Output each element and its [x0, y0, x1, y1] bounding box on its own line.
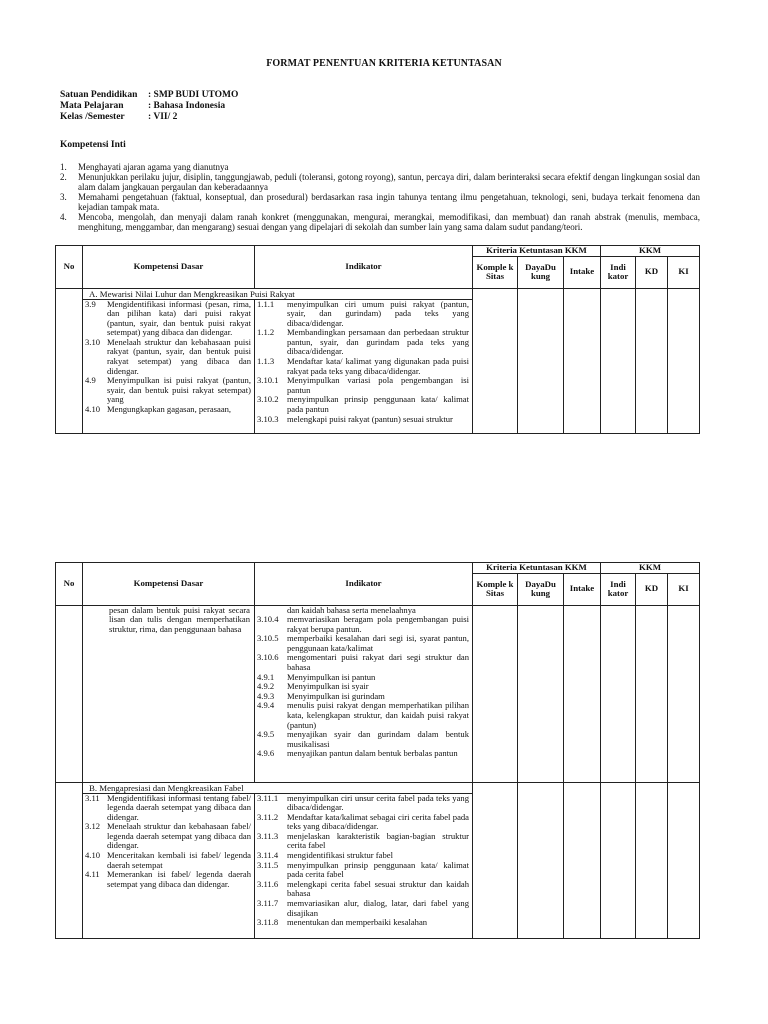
- empty-cell: [564, 605, 601, 782]
- meta-label: Satuan Pendidikan: [60, 90, 138, 100]
- indikator-number: 1.1.3: [257, 356, 275, 367]
- indikator-item: [255, 395, 472, 414]
- ki-text: Menunjukkan perilaku jujur, disiplin, tanggungjawab, peduli (toleransi, gotong royong), santun, percaya diri, dalam berinteraksi secara efektif dengan lingkungan sosial dan alam dalam jangkauan pergaulan dan keberadaannya: [78, 172, 700, 192]
- indikator-item: [255, 653, 472, 672]
- indikator-item: [255, 615, 472, 634]
- indikator-number: 1.1.2: [257, 327, 275, 338]
- meta-value: : Bahasa Indonesia: [148, 101, 226, 111]
- ki-number: 2.: [60, 172, 67, 182]
- ki-list: [60, 162, 700, 232]
- indikator-number: 3.11.3: [257, 830, 279, 841]
- kd-number: 3.10: [85, 336, 101, 347]
- indikator-text: Mendaftar kata/kalimat sebagai ciri cerita fabel pada teks yang dibaca/didengar.: [287, 811, 469, 832]
- kd-number: 4.10: [85, 404, 101, 415]
- indikator-text: melengkapi puisi rakyat (pantun) sesuai struktur: [287, 413, 453, 424]
- kd-text: Menceritakan kembali isi fabel/ legenda daerah setempat: [107, 850, 251, 870]
- ki-item: [60, 162, 700, 172]
- indikator-text: menyimpulkan ciri unsur cerita fabel pada teks yang dibaca/didengar.: [287, 792, 469, 813]
- kd-item: [83, 338, 254, 376]
- indikator-number: 3.11.6: [257, 878, 279, 889]
- ki-item: [60, 192, 700, 212]
- indikator-item: [255, 918, 472, 928]
- indikator-text: menyimpulkan prinsip penggunaan kata/ kalimat pada pantun: [287, 394, 469, 415]
- ki-text: Memahami pengetahuan (faktual, konseptual, dan prosedural) berdasarkan rasa ingin tahunya tentang ilmu pengetahuan, teknologi, seni, budaya terkait fenomena dan kejadian tampak mata.: [78, 192, 700, 212]
- header-indikator: Indikator: [255, 563, 473, 606]
- indikator-text: menulis puisi rakyat dengan memperhatikan pilihan kata, kelengkapan struktur, dan kaidah puisi rakyat (pantun): [287, 700, 469, 730]
- kd-text: Mengidentifikasi informasi (pesan, rima, dan pilihan kata) dari puisi rakyat (pantun, syair, dan bentuk puisi rakyat setempat) yang dibaca dan didengar.: [107, 298, 251, 338]
- indikator-item: [255, 832, 472, 851]
- indikator-cell: [255, 605, 473, 782]
- header-dayadukung: DayaDu kung: [518, 573, 564, 605]
- ki-number: 4.: [60, 212, 67, 222]
- indikator-item: [255, 730, 472, 749]
- indikator-item: [255, 300, 472, 329]
- indikator-number: 3.11.8: [257, 917, 279, 928]
- indikator-text: menyimpulkan ciri umum puisi rakyat (pantun, syair, dan gurindam) pada teks yang dibaca/didengar.: [287, 298, 469, 328]
- section-label: A. Mewarisi Nilai Luhur dan Mengkreasikan Puisi Rakyat: [83, 288, 473, 299]
- empty-cell: [518, 782, 564, 938]
- indikator-text: menentukan dan memperbaiki kesalahan: [287, 917, 428, 928]
- indikator-text: memvariasikan beragam pola pengembangan puisi rakyat berupa pantun.: [287, 614, 469, 634]
- meta-value: : SMP BUDI UTOMO: [148, 90, 239, 100]
- indikator-text: Membandingkan persamaan dan perbedaan struktur pantun, syair, dan gurindam pada teks yang dibaca/didengar.: [287, 327, 469, 357]
- indikator-text: menyajikan syair dan gurindam dalam bentuk musikalisasi: [287, 729, 469, 749]
- kkm-table-1: [55, 245, 700, 434]
- indikator-item: [255, 376, 472, 395]
- header-indikator: Indikator: [255, 246, 473, 289]
- empty-cell: [636, 605, 668, 782]
- kd-continued-text: pesan dalam bentuk puisi rakyat secara lisan dan tulis dengan memperhatikan struktur, rima, dan penggunaan bahasa: [109, 604, 250, 634]
- ki-item: [60, 212, 700, 232]
- indikator-number: 4.9.2: [257, 681, 275, 692]
- kkm-table-2: [55, 562, 700, 939]
- indikator-item: [255, 357, 472, 376]
- indikator-continued-text: dan kaidah bahasa serta menelaahnya: [287, 604, 416, 615]
- indikator-number: 4.9.4: [257, 700, 275, 711]
- kd-number: 4.10: [85, 850, 101, 861]
- kd-text: Mengungkapkan gagasan, perasaan,: [107, 404, 232, 415]
- indikator-number: 3.10.5: [257, 633, 279, 644]
- no-cell: [56, 605, 83, 782]
- header-no: No: [56, 563, 83, 606]
- empty-cell: [668, 605, 700, 782]
- no-cell: [56, 288, 83, 433]
- meta-value: : VII/ 2: [148, 112, 178, 122]
- indikator-text: mengomentari puisi rakyat dari segi struktur dan bahasa: [287, 652, 469, 673]
- empty-cell: [518, 605, 564, 782]
- indikator-number: 3.11.1: [257, 792, 279, 803]
- meta-row-satuan: [60, 90, 238, 101]
- kd-item: [83, 794, 254, 823]
- table-header-row: [56, 563, 700, 574]
- header-kkm: KKM: [601, 246, 700, 257]
- header-intake: Intake: [564, 573, 601, 605]
- indikator-number: 3.11.2: [257, 811, 279, 822]
- header-ki-short: KI: [668, 256, 700, 288]
- empty-cell: [601, 288, 636, 433]
- header-intake: Intake: [564, 256, 601, 288]
- kd-number: 4.11: [85, 869, 100, 880]
- indikator-text: Menyimpulkan variasi pola pengembangan isi pantun: [287, 375, 469, 395]
- indikator-number: 3.10.2: [257, 394, 279, 405]
- indikator-text: memvariasikan alur, dialog, latar, dari fabel yang disajikan: [287, 898, 469, 918]
- empty-cell: [473, 288, 518, 433]
- indikator-item: [255, 880, 472, 899]
- indikator-item: [255, 899, 472, 918]
- header-dayadukung: DayaDu kung: [518, 256, 564, 288]
- indikator-number: 3.11.7: [257, 898, 279, 909]
- indikator-cell: [255, 793, 473, 938]
- empty-cell: [518, 288, 564, 433]
- kd-item: [83, 851, 254, 870]
- indikator-text: melengkapi cerita fabel sesuai struktur dan kaidah bahasa: [287, 878, 469, 899]
- kd-number: 4.9: [85, 375, 96, 386]
- header-kd-short: KD: [636, 573, 668, 605]
- indikator-number: 3.10.4: [257, 614, 279, 625]
- kd-item: [83, 376, 254, 405]
- indikator-text: menyimpulkan prinsip penggunaan kata/ kalimat pada cerita fabel: [287, 859, 469, 880]
- kd-cell: [83, 605, 255, 782]
- empty-cell: [636, 782, 668, 938]
- indikator-item: [255, 749, 472, 759]
- indikator-text: menyajikan pantun dalam bentuk berbalas pantun: [287, 748, 458, 759]
- header-kkm: KKM: [601, 563, 700, 574]
- table-row: [56, 605, 700, 782]
- indikator-text: memperbaiki kesalahan dari segi isi, syarat pantun, penggunaan kata/kalimat: [287, 633, 469, 653]
- indikator-number: 4.9.1: [257, 671, 275, 682]
- indikator-text: menjelaskan karakteristik bagian-bagian struktur cerita fabel: [287, 830, 469, 851]
- header-kompleksitas: Komple k Sitas: [473, 573, 518, 605]
- indikator-item: [255, 794, 472, 813]
- section-row-a: [56, 288, 700, 299]
- header-kompetensi-dasar: Kompetensi Dasar: [83, 246, 255, 289]
- meta-row-kelas: [60, 112, 238, 123]
- header-kompetensi-dasar: Kompetensi Dasar: [83, 563, 255, 606]
- kd-text: Menyimpulkan isi puisi rakyat (pantun, syair, dan bentuk puisi rakyat setempat) yang: [107, 375, 251, 405]
- indikator-text: Menyimpulkan isi gurindam: [287, 690, 385, 701]
- table-header-row: [56, 246, 700, 257]
- empty-cell: [473, 605, 518, 782]
- kd-cell: [83, 299, 255, 433]
- kd-item: [83, 405, 254, 415]
- indikator-item: [255, 701, 472, 730]
- header-kriteria: Kriteria Ketuntasan KKM: [473, 563, 601, 574]
- header-kompleksitas: Komple k Sitas: [473, 256, 518, 288]
- header-indikator-short: Indi kator: [601, 256, 636, 288]
- meta-label: Kelas /Semester: [60, 112, 125, 122]
- indikator-number: 3.10.6: [257, 652, 279, 663]
- empty-cell: [636, 288, 668, 433]
- ki-text: Mencoba, mengolah, dan menyaji dalam ranah konkret (menggunakan, mengurai, merangkai, memodifikasi, dan membuat) dan ranah abstrak (menulis, membaca, menghitung, menggambar, dan mengarang) sesuai dengan yang dipelajari di sekolah dan sumber lain yang sama dalam sudut pandang/teori.: [78, 212, 700, 232]
- indikator-number: 1.1.1: [257, 298, 275, 309]
- indikator-item: [255, 328, 472, 357]
- header-kriteria: Kriteria Ketuntasan KKM: [473, 246, 601, 257]
- indikator-item: [255, 813, 472, 832]
- header-no: No: [56, 246, 83, 289]
- header-ki-short: KI: [668, 573, 700, 605]
- kd-number: 3.9: [85, 298, 96, 309]
- empty-cell: [668, 782, 700, 938]
- empty-cell: [473, 782, 518, 938]
- indikator-cell: [255, 299, 473, 433]
- indikator-number: 3.11.4: [257, 850, 279, 861]
- kd-item: [83, 870, 254, 889]
- kd-item: [83, 300, 254, 338]
- ki-heading: Kompetensi Inti: [60, 140, 126, 150]
- empty-cell: [668, 288, 700, 433]
- empty-cell: [601, 782, 636, 938]
- kd-text: Memerankan isi fabel/ legenda daerah setempat yang dibaca dan didengar.: [107, 869, 251, 889]
- meta-row-mapel: [60, 101, 238, 112]
- indikator-item: [255, 861, 472, 880]
- indikator-text: Menyimpulkan isi pantun: [287, 671, 376, 682]
- indikator-text: Mendaftar kata/ kalimat yang digunakan pada puisi rakyat pada teks yang dibaca/didengar.: [287, 356, 469, 376]
- document-meta: [60, 90, 238, 123]
- no-cell: [56, 782, 83, 938]
- kd-cell: [83, 793, 255, 938]
- empty-cell: [601, 605, 636, 782]
- empty-cell: [564, 782, 601, 938]
- kd-text: Mengidentifikasi informasi tentang fabel/ legenda daerah setempat yang dibaca dan didengar.: [107, 792, 251, 822]
- indikator-number: 3.10.1: [257, 375, 279, 386]
- meta-label: Mata Pelajaran: [60, 101, 124, 111]
- indikator-item: [255, 415, 472, 425]
- indikator-item: [255, 634, 472, 653]
- indikator-number: 4.9.3: [257, 690, 275, 701]
- empty-cell: [564, 288, 601, 433]
- ki-number: 1.: [60, 162, 67, 172]
- section-row-b: [56, 782, 700, 793]
- kd-number: 3.11: [85, 792, 100, 803]
- kd-text: Menelaah struktur dan kebahasaan puisi rakyat (pantun, syair, dan bentuk puisi rakyat setempat) yang dibaca dan didengar.: [107, 336, 251, 376]
- kd-item: [83, 822, 254, 851]
- ki-number: 3.: [60, 192, 67, 202]
- indikator-number: 4.9.6: [257, 748, 275, 759]
- kd-number: 3.12: [85, 821, 101, 832]
- document-title: FORMAT PENENTUAN KRITERIA KETUNTASAN: [266, 58, 502, 69]
- ki-text: Menghayati ajaran agama yang dianutnya: [78, 162, 229, 172]
- indikator-number: 3.10.3: [257, 413, 279, 424]
- header-indikator-short: Indi kator: [601, 573, 636, 605]
- ki-item: [60, 172, 700, 192]
- header-kd-short: KD: [636, 256, 668, 288]
- indikator-text: Menyimpulkan isi syair: [287, 681, 369, 692]
- indikator-text: mengidentifikasi struktur fabel: [287, 850, 393, 861]
- indikator-number: 4.9.5: [257, 729, 275, 740]
- indikator-number: 3.11.5: [257, 859, 279, 870]
- kd-text: Menelaah struktur dan kebahasaan fabel/ legenda daerah setempat yang dibaca dan didengar.: [107, 821, 251, 851]
- section-label: B. Mengapresiasi dan Mengkreasikan Fabel: [83, 782, 473, 793]
